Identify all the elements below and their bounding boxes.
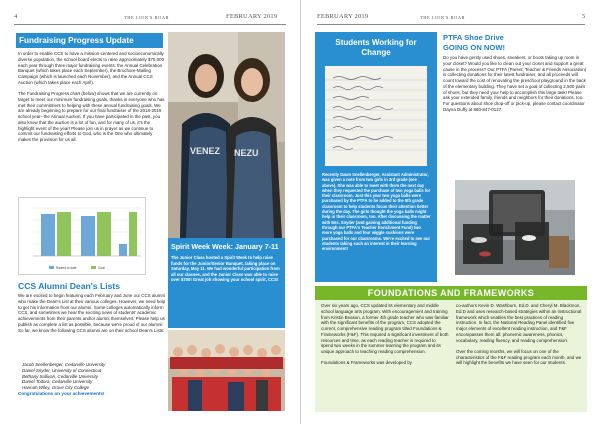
chart-legend-item: Goal: [98, 266, 105, 270]
fundraising-paragraph-2: The Fundraising Progress chart (below) shows that we are currently on target to meet our minimum fundraising goals, thanks in everyone who has met their commitment to helping with these annual fundraising goals. We are already beginning to prepare for our final fundraiser of the 2018-2019 school year--the Annual Auction. If you have participated in the past, you also know that the auction is a lot of fun, and for many of us, it's the highlight event of the year! Please join us in prayer as we continue to commit our fundraising efforts to God, who is the One who ultimately makes the provision for us all.: [18, 91, 165, 142]
students-working-box: [315, 32, 437, 282]
list-item: Daniel Snyder, University of Connecticut: [22, 367, 102, 373]
alumni-article: We are excited to begin featuring each February and June our CCS alumni who make the Dean's List at their various colleges. However, we need help to get his information from our alumni. Some colleges automatically inform CCS, and sometimes we hear the exciting news of students' academic achievements from their parents and/or alumni themselves. Please help us publish as complete a list as possible, because we're proud of our alumni! So far, we know the following CCS alumni are on their school Dean's Lists:: [18, 293, 166, 333]
header-rule: [14, 24, 286, 25]
list-item: Hannah Wiley, Grove City College: [22, 385, 89, 390]
frameworks-column-1: [321, 303, 449, 372]
deans-list: [22, 362, 167, 391]
spirit-week-title: Spirit Week Week: January 7-11: [171, 242, 279, 251]
chart-bar: [129, 212, 137, 256]
frameworks-column-2: [456, 303, 583, 372]
frameworks-paragraph: co-authors Kevin D. Washburn, Ed.D. and Cheryl M. Blackmon, Ed.D and uses research-based strategies within an instructional framework which enables the best practices of reading instruction. In fact, the National Reading Panel identified five major elements of excellent reading instruction, and F&F encompasses them all: phonemic awareness, phonics, vocabulary, reading fluency, and reading comprehension.: [456, 303, 582, 343]
chart-bar: [57, 212, 71, 256]
group-photo: [168, 330, 285, 411]
students-working-text: Recently Dawn Snellenberger, Assistant Administrator, was given a note from two girls in 3rd grade (see above). She was able to meet with them the next day when they requested the purchase of two yoga balls for their classroom. Just this year two yoga balls were purchased by the PTFA to be added to the 5th grade classroom to help students focus their attention better during the day. The girls thought the yoga balls might help in their classroom, too. After discussing the matter with Mrs. Snyder (and gaining additional funding through our PTFA's Teacher Enrichment Fund) two more yoga balls and four wiggle cushions were purchased for our classrooms. We're excited to see our students taking such an interest in their learning environment!: [322, 172, 431, 252]
students-photo: [168, 32, 285, 238]
student-note-photo: [325, 66, 427, 166]
frameworks-paragraph: Foundations & Frameworks was developed by: [321, 360, 413, 366]
photo-illustration: [455, 180, 575, 275]
fundraising-article: [18, 51, 166, 148]
fundraising-title: Fundraising Progress Update: [16, 33, 163, 48]
newsletter-name: THE LION'S ROAR: [420, 15, 466, 20]
chart-bar: [41, 214, 55, 256]
shoe-drive-text: Do you have gently used shoes, sneakers, or boots taking up room in your closet? Would you like to clean out your closet and support a great cause in the process? Our PTFA (Parent, Teacher & Friends Association) is collecting donations for their latest fundraiser, and all proceeds will count toward the cost of renovating the preschool playground in the back of the elementary building. They have set a goal of collecting 2,500 pairs of shoes, but they need your help to accomplish this large task! Please ask your extended family, friends and neighbors for their donations, too. For questions about shoe drop-off or pick-up, please contact coordinator Dayna Duffy at 860-847-0127.: [443, 55, 587, 112]
fundraising-chart: [18, 197, 146, 275]
issue-date: FEBRUARY 2019: [226, 13, 278, 20]
handwritten-note-illustration: [325, 66, 427, 166]
shoe-drive-subtitle: GOING ON NOW!: [443, 43, 506, 52]
right-page: [300, 0, 600, 424]
spirit-week-text: The Junior Class hosted a Spirit Week to help raise funds for the Junior/Senior Banquet, taking place on Saturday, May 11. We had wonderful participation from all our classes, and the Junior Class was able to raise over $700! Great job showing your school spirit, CCS!: [171, 255, 280, 282]
page-number: 5: [582, 13, 586, 20]
frameworks-paragraph: Over the coming months, we will focus on one of the characteristics of the F&F reading program each month, and we will highlight the benefits we have seen for our students.: [456, 348, 582, 366]
header-rule: [317, 24, 585, 25]
alumni-title: CCS Alumni Dean's Lists: [18, 281, 121, 291]
svg-text:NEZU: NEZU: [234, 148, 259, 158]
issue-date: FEBRUARY 2019: [317, 13, 369, 20]
alumni-closing: Congratulations on your achievements!: [18, 391, 105, 396]
chart-legend-item: Raised to date: [56, 266, 77, 270]
legend-swatch: [49, 266, 54, 269]
chart-bar: [81, 216, 95, 256]
frameworks-title: FOUNDATIONS AND FRAMEWORKS: [315, 286, 587, 300]
students-working-title: Students Working for Change: [335, 38, 417, 57]
page-number: 4: [14, 13, 18, 20]
chart-bar: [97, 212, 111, 256]
list-item: Daniel Todora, Cedarville University: [22, 379, 93, 385]
photo-illustration: [168, 32, 285, 238]
newsletter-name: THE LION'S ROAR: [124, 15, 170, 20]
list-item: Jacob Snellenberger, Cedarville University: [22, 362, 106, 367]
list-item: Bethany Sullivan, Cedarville University: [22, 373, 98, 379]
svg-text:VENEZ: VENEZ: [190, 146, 221, 156]
chart-graphic: [19, 198, 146, 275]
shoe-donations-photo: [455, 180, 575, 275]
shoe-drive-title: PTFA Shoe Drive: [443, 33, 504, 42]
chart-bar: [119, 244, 127, 256]
legend-swatch: [91, 266, 96, 269]
frameworks-paragraph: Over six years ago, CCS updated its elementary and middle school language arts program. With encouragement and training from Kristin Beason, a former 4th grade teacher who was familiar with the significant benefits of the program, CCS adopted the current, comprehensive reading program titled Foundations & Frameworks (F&F). This required a significant investment of both resources and time, as each reading teacher is required to spend two weeks in the summer learning the program and its unique approach to teaching reading comprehension.: [321, 303, 449, 354]
fundraising-paragraph-1: In order to enable CCS to have a mission-centered and socioeconomically diverse population, the school board elects to raise approximately $70,000 each year through three major fundraising events: the Annual Celebration Banquet (which takes place each September), the Brochure-Mailing Campaign (which is launched each November), and the Annual CCS Auction (which takes place each April).: [18, 51, 165, 85]
spirit-week-box: [168, 238, 285, 328]
photo-illustration: [168, 330, 285, 411]
